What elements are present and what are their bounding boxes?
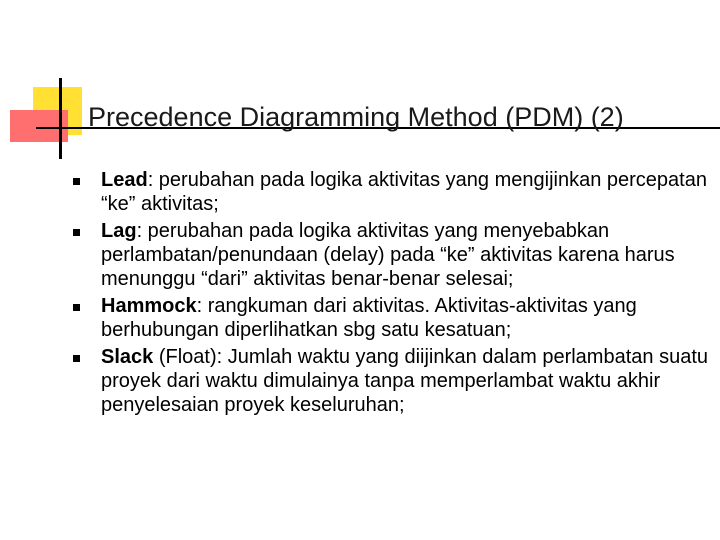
bullet-text: (Float): Jumlah waktu yang diijinkan dalam perlambatan suatu proyek dari waktu dimulainya tanpa memperlambat waktu akhir penyelesaian proyek keseluruhan; [101,346,708,416]
bullet-term: Hammock [101,295,197,317]
slide-title: Precedence Diagramming Method (PDM) (2) [88,102,624,132]
bullet-item-lag [70,219,710,291]
bullet-item-lead [70,168,710,216]
bullet-term: Lag [101,220,137,242]
square-bullet-icon [73,304,80,311]
bullet-term: Slack [101,346,154,368]
square-bullet-icon [73,178,80,185]
bullet-term: Lead [101,169,148,191]
title-decoration-vertical-line [59,78,62,159]
bullet-text: : rangkuman dari aktivitas. Aktivitas-aktivitas yang berhubungan diperlihatkan sbg satu kesatuan; [101,295,637,341]
bullet-text: : perubahan pada logika aktivitas yang mengijinkan percepatan “ke” aktivitas; [101,169,707,215]
bullet-text: : perubahan pada logika aktivitas yang menyebabkan perlambatan/penundaan (delay) pada “ke” aktivitas karena harus menunggu “dari” aktivitas benar-benar selesai; [101,220,675,290]
bullet-item-hammock [70,294,710,342]
square-bullet-icon [73,355,80,362]
square-bullet-icon [73,229,80,236]
bullet-item-slack [70,345,710,417]
bullet-list [70,168,710,420]
